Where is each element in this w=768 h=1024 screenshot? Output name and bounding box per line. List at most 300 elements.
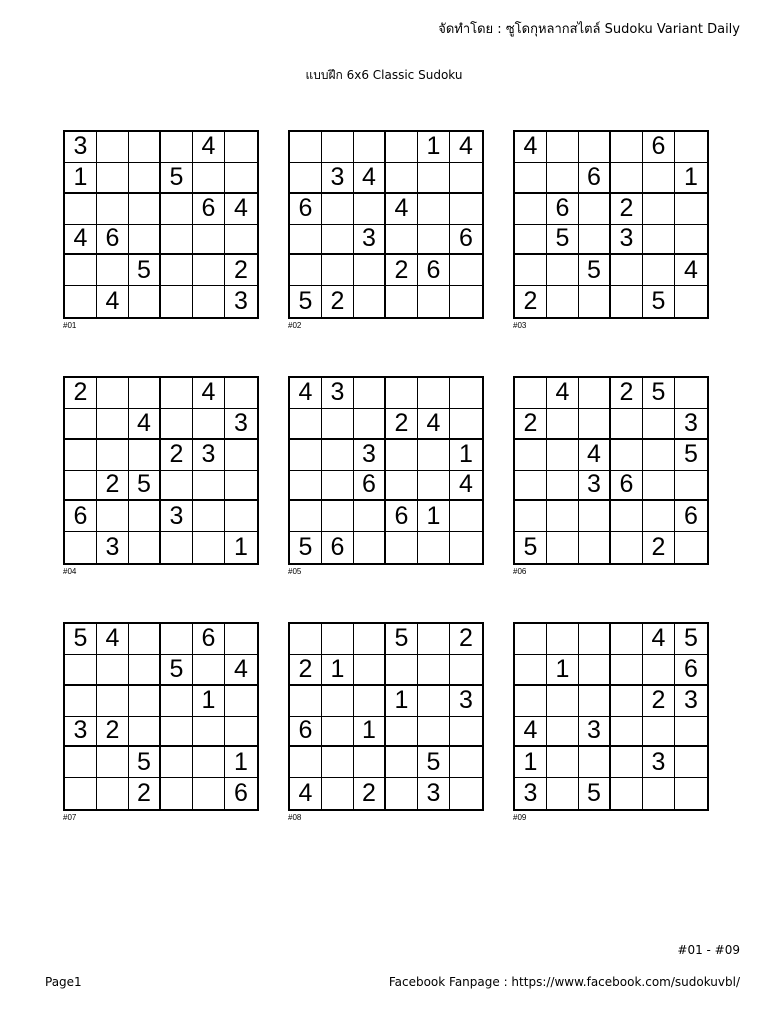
sudoku-cell[interactable] bbox=[322, 225, 354, 256]
sudoku-cell[interactable] bbox=[675, 532, 707, 563]
sudoku-cell[interactable]: 3 bbox=[354, 225, 386, 256]
sudoku-cell[interactable]: 4 bbox=[193, 378, 225, 409]
sudoku-cell[interactable] bbox=[65, 255, 97, 286]
sudoku-cell[interactable]: 5 bbox=[675, 624, 707, 655]
sudoku-cell[interactable]: 3 bbox=[322, 163, 354, 194]
sudoku-cell[interactable] bbox=[97, 194, 129, 225]
sudoku-cell[interactable] bbox=[193, 501, 225, 532]
sudoku-cell[interactable] bbox=[65, 194, 97, 225]
sudoku-cell[interactable] bbox=[97, 255, 129, 286]
sudoku-cell[interactable] bbox=[65, 747, 97, 778]
sudoku-cell[interactable] bbox=[290, 747, 322, 778]
sudoku-cell[interactable] bbox=[611, 717, 643, 748]
sudoku-cell[interactable] bbox=[450, 747, 482, 778]
sudoku-cell[interactable]: 4 bbox=[193, 132, 225, 163]
sudoku-cell[interactable] bbox=[129, 686, 161, 717]
sudoku-cell[interactable] bbox=[675, 225, 707, 256]
sudoku-cell[interactable]: 1 bbox=[234, 533, 248, 562]
sudoku-cell[interactable] bbox=[418, 440, 450, 471]
sudoku-cell[interactable]: 3 bbox=[515, 778, 547, 809]
sudoku-cell[interactable]: 1 bbox=[547, 655, 579, 686]
sudoku-cell[interactable] bbox=[547, 255, 579, 286]
sudoku-cell[interactable] bbox=[65, 286, 97, 317]
sudoku-cell[interactable] bbox=[611, 624, 643, 655]
sudoku-cell[interactable]: 2 bbox=[515, 286, 547, 317]
sudoku-cell[interactable] bbox=[97, 655, 129, 686]
sudoku-cell[interactable] bbox=[547, 778, 579, 809]
sudoku-cell[interactable]: 3 bbox=[65, 717, 97, 748]
sudoku-cell[interactable] bbox=[418, 163, 450, 194]
sudoku-cell[interactable]: 4 bbox=[515, 132, 547, 163]
sudoku-cell[interactable]: 3 bbox=[611, 225, 643, 256]
sudoku-cell[interactable] bbox=[515, 163, 547, 194]
sudoku-cell[interactable] bbox=[129, 532, 161, 563]
sudoku-cell[interactable] bbox=[97, 132, 129, 163]
sudoku-cell[interactable] bbox=[418, 225, 450, 256]
sudoku-cell[interactable] bbox=[129, 624, 161, 655]
sudoku-cell[interactable]: 4 bbox=[97, 624, 129, 655]
sudoku-cell[interactable]: 5 bbox=[161, 655, 193, 686]
sudoku-cell[interactable] bbox=[547, 501, 579, 532]
sudoku-cell[interactable] bbox=[450, 778, 482, 809]
sudoku-cell[interactable]: 4 bbox=[290, 778, 322, 809]
sudoku-cell[interactable] bbox=[193, 225, 225, 256]
sudoku-cell[interactable] bbox=[129, 163, 161, 194]
sudoku-cell[interactable] bbox=[418, 686, 450, 717]
sudoku-cell[interactable] bbox=[643, 501, 675, 532]
sudoku-cell[interactable] bbox=[354, 686, 386, 717]
sudoku-cell[interactable]: 5 bbox=[129, 747, 161, 778]
sudoku-cell[interactable] bbox=[354, 747, 386, 778]
sudoku-cell[interactable] bbox=[450, 532, 482, 563]
sudoku-cell[interactable]: 4 bbox=[65, 225, 97, 256]
sudoku-cell[interactable] bbox=[354, 132, 386, 163]
sudoku-cell[interactable] bbox=[225, 624, 257, 655]
sudoku-cell[interactable] bbox=[322, 409, 354, 440]
sudoku-cell[interactable]: 6 bbox=[290, 717, 322, 748]
sudoku-cell[interactable] bbox=[290, 686, 322, 717]
sudoku-cell[interactable] bbox=[161, 378, 193, 409]
sudoku-cell[interactable]: 6 bbox=[65, 501, 97, 532]
sudoku-cell[interactable]: 4 bbox=[450, 132, 482, 163]
sudoku-cell[interactable] bbox=[193, 471, 225, 502]
sudoku-cell[interactable]: 2 bbox=[65, 378, 97, 409]
sudoku-cell[interactable]: 3 bbox=[322, 378, 354, 409]
sudoku-cell[interactable]: 3 bbox=[193, 440, 225, 471]
sudoku-cell[interactable] bbox=[450, 501, 482, 532]
sudoku-cell[interactable] bbox=[386, 132, 418, 163]
sudoku-cell[interactable]: 5 bbox=[129, 471, 161, 502]
sudoku-cell[interactable]: 4 bbox=[386, 194, 418, 225]
sudoku-cell[interactable]: 4 bbox=[354, 163, 386, 194]
sudoku-cell[interactable] bbox=[193, 409, 225, 440]
sudoku-cell[interactable] bbox=[450, 163, 482, 194]
sudoku-cell[interactable]: 5 bbox=[547, 225, 579, 256]
sudoku-cell[interactable] bbox=[547, 717, 579, 748]
sudoku-cell[interactable] bbox=[418, 532, 450, 563]
sudoku-cell[interactable]: 2 bbox=[129, 778, 161, 809]
sudoku-cell[interactable] bbox=[643, 194, 675, 225]
sudoku-cell[interactable] bbox=[161, 778, 193, 809]
sudoku-cell[interactable] bbox=[129, 501, 161, 532]
sudoku-cell[interactable]: 3 bbox=[675, 686, 707, 717]
sudoku-cell[interactable] bbox=[65, 655, 97, 686]
sudoku-cell[interactable] bbox=[65, 471, 97, 502]
sudoku-cell[interactable]: 2 bbox=[225, 255, 257, 286]
sudoku-cell[interactable] bbox=[579, 624, 611, 655]
sudoku-cell[interactable]: 2 bbox=[322, 286, 354, 317]
sudoku-cell[interactable] bbox=[418, 471, 450, 502]
sudoku-cell[interactable] bbox=[225, 471, 257, 502]
sudoku-cell[interactable]: 1 bbox=[675, 163, 707, 194]
sudoku-cell[interactable] bbox=[450, 255, 482, 286]
sudoku-cell[interactable]: 3 bbox=[643, 747, 675, 778]
sudoku-cell[interactable] bbox=[65, 440, 97, 471]
sudoku-cell[interactable] bbox=[675, 471, 707, 502]
sudoku-cell[interactable] bbox=[579, 378, 611, 409]
sudoku-cell[interactable] bbox=[161, 132, 193, 163]
sudoku-cell[interactable] bbox=[225, 717, 257, 748]
sudoku-cell[interactable] bbox=[97, 378, 129, 409]
sudoku-cell[interactable] bbox=[611, 440, 643, 471]
sudoku-cell[interactable]: 3 bbox=[97, 532, 129, 563]
sudoku-cell[interactable]: 6 bbox=[418, 255, 450, 286]
sudoku-cell[interactable]: 6 bbox=[450, 225, 482, 256]
sudoku-cell[interactable] bbox=[354, 501, 386, 532]
sudoku-cell[interactable]: 2 bbox=[161, 440, 193, 471]
sudoku-cell[interactable]: 1 bbox=[450, 440, 482, 471]
sudoku-cell[interactable]: 5 bbox=[515, 532, 547, 563]
sudoku-cell[interactable]: 4 bbox=[675, 255, 707, 286]
sudoku-cell[interactable] bbox=[450, 286, 482, 317]
sudoku-cell[interactable]: 2 bbox=[611, 378, 643, 409]
sudoku-cell[interactable] bbox=[354, 409, 386, 440]
sudoku-cell[interactable] bbox=[65, 532, 97, 563]
sudoku-cell[interactable] bbox=[547, 747, 579, 778]
sudoku-cell[interactable]: 1 bbox=[386, 686, 418, 717]
sudoku-cell[interactable] bbox=[322, 194, 354, 225]
sudoku-cell[interactable] bbox=[193, 163, 225, 194]
sudoku-cell[interactable] bbox=[161, 225, 193, 256]
sudoku-cell[interactable] bbox=[225, 378, 257, 409]
sudoku-cell[interactable] bbox=[675, 286, 707, 317]
sudoku-cell[interactable] bbox=[322, 255, 354, 286]
sudoku-cell[interactable] bbox=[547, 409, 579, 440]
sudoku-cell[interactable] bbox=[193, 255, 225, 286]
sudoku-cell[interactable] bbox=[386, 717, 418, 748]
sudoku-cell[interactable]: 5 bbox=[418, 747, 450, 778]
sudoku-cell[interactable] bbox=[418, 286, 450, 317]
sudoku-cell[interactable] bbox=[547, 132, 579, 163]
sudoku-cell[interactable]: 4 bbox=[225, 194, 257, 225]
sudoku-cell[interactable]: 6 bbox=[354, 471, 386, 502]
sudoku-cell[interactable]: 3 bbox=[354, 440, 386, 471]
sudoku-cell[interactable]: 2 bbox=[450, 624, 482, 655]
sudoku-cell[interactable]: 5 bbox=[579, 255, 611, 286]
sudoku-cell[interactable]: 2 bbox=[611, 194, 643, 225]
sudoku-cell[interactable] bbox=[611, 532, 643, 563]
sudoku-cell[interactable] bbox=[547, 286, 579, 317]
sudoku-cell[interactable]: 6 bbox=[675, 655, 707, 686]
sudoku-cell[interactable]: 6 bbox=[675, 501, 707, 532]
sudoku-cell[interactable]: 4 bbox=[579, 440, 611, 471]
sudoku-cell[interactable]: 5 bbox=[161, 163, 193, 194]
sudoku-cell[interactable] bbox=[65, 778, 97, 809]
sudoku-cell[interactable]: 3 bbox=[579, 471, 611, 502]
sudoku-cell[interactable] bbox=[643, 255, 675, 286]
sudoku-cell[interactable] bbox=[322, 501, 354, 532]
sudoku-cell[interactable] bbox=[225, 440, 257, 471]
sudoku-cell[interactable] bbox=[611, 286, 643, 317]
sudoku-cell[interactable]: 6 bbox=[97, 225, 129, 256]
sudoku-cell[interactable] bbox=[322, 686, 354, 717]
sudoku-cell[interactable]: 3 bbox=[418, 778, 450, 809]
sudoku-cell[interactable] bbox=[225, 501, 257, 532]
sudoku-cell[interactable]: 5 bbox=[386, 624, 418, 655]
sudoku-cell[interactable] bbox=[290, 225, 322, 256]
sudoku-cell[interactable]: 5 bbox=[290, 532, 322, 563]
sudoku-cell[interactable] bbox=[611, 409, 643, 440]
sudoku-cell[interactable] bbox=[290, 624, 322, 655]
sudoku-cell[interactable] bbox=[579, 225, 611, 256]
sudoku-cell[interactable] bbox=[450, 409, 482, 440]
sudoku-cell[interactable] bbox=[161, 194, 193, 225]
sudoku-cell[interactable] bbox=[386, 440, 418, 471]
sudoku-cell[interactable] bbox=[547, 163, 579, 194]
sudoku-cell[interactable] bbox=[675, 132, 707, 163]
sudoku-cell[interactable]: 6 bbox=[322, 532, 354, 563]
sudoku-cell[interactable] bbox=[97, 409, 129, 440]
sudoku-cell[interactable] bbox=[643, 440, 675, 471]
sudoku-cell[interactable]: 4 bbox=[129, 409, 161, 440]
sudoku-cell[interactable] bbox=[225, 225, 257, 256]
sudoku-cell[interactable] bbox=[515, 655, 547, 686]
sudoku-cell[interactable]: 4 bbox=[418, 409, 450, 440]
sudoku-cell[interactable] bbox=[322, 132, 354, 163]
sudoku-cell[interactable] bbox=[450, 655, 482, 686]
sudoku-cell[interactable] bbox=[643, 471, 675, 502]
sudoku-cell[interactable] bbox=[418, 378, 450, 409]
sudoku-cell[interactable] bbox=[354, 624, 386, 655]
sudoku-cell[interactable] bbox=[129, 655, 161, 686]
sudoku-cell[interactable] bbox=[611, 655, 643, 686]
sudoku-cell[interactable]: 1 bbox=[65, 163, 97, 194]
sudoku-cell[interactable] bbox=[611, 132, 643, 163]
sudoku-cell[interactable] bbox=[290, 501, 322, 532]
sudoku-cell[interactable] bbox=[643, 409, 675, 440]
sudoku-cell[interactable] bbox=[579, 501, 611, 532]
sudoku-cell[interactable]: 5 bbox=[290, 286, 322, 317]
sudoku-cell[interactable] bbox=[129, 378, 161, 409]
sudoku-cell[interactable]: 6 bbox=[234, 779, 248, 808]
sudoku-cell[interactable] bbox=[322, 717, 354, 748]
sudoku-cell[interactable] bbox=[611, 778, 643, 809]
sudoku-cell[interactable] bbox=[161, 717, 193, 748]
sudoku-cell[interactable] bbox=[418, 717, 450, 748]
sudoku-cell[interactable] bbox=[354, 378, 386, 409]
sudoku-cell[interactable] bbox=[161, 747, 193, 778]
sudoku-cell[interactable]: 4 bbox=[290, 378, 322, 409]
sudoku-cell[interactable] bbox=[418, 194, 450, 225]
sudoku-cell[interactable]: 5 bbox=[579, 778, 611, 809]
sudoku-cell[interactable] bbox=[193, 532, 225, 563]
sudoku-cell[interactable] bbox=[643, 778, 675, 809]
sudoku-cell[interactable]: 3 bbox=[161, 501, 193, 532]
sudoku-cell[interactable] bbox=[354, 532, 386, 563]
sudoku-cell[interactable]: 5 bbox=[643, 378, 675, 409]
sudoku-cell[interactable] bbox=[290, 471, 322, 502]
sudoku-cell[interactable] bbox=[354, 286, 386, 317]
sudoku-cell[interactable]: 1 bbox=[354, 717, 386, 748]
sudoku-cell[interactable] bbox=[97, 686, 129, 717]
sudoku-cell[interactable]: 6 bbox=[643, 132, 675, 163]
sudoku-cell[interactable] bbox=[225, 163, 257, 194]
sudoku-cell[interactable] bbox=[129, 225, 161, 256]
sudoku-cell[interactable] bbox=[386, 532, 418, 563]
sudoku-cell[interactable]: 4 bbox=[515, 717, 547, 748]
sudoku-cell[interactable] bbox=[515, 225, 547, 256]
sudoku-cell[interactable] bbox=[579, 286, 611, 317]
sudoku-cell[interactable] bbox=[386, 163, 418, 194]
sudoku-cell[interactable] bbox=[97, 163, 129, 194]
sudoku-cell[interactable] bbox=[161, 532, 193, 563]
sudoku-cell[interactable] bbox=[515, 440, 547, 471]
sudoku-cell[interactable]: 5 bbox=[643, 286, 675, 317]
sudoku-cell[interactable] bbox=[97, 747, 129, 778]
sudoku-cell[interactable] bbox=[161, 471, 193, 502]
sudoku-cell[interactable] bbox=[675, 747, 707, 778]
sudoku-cell[interactable] bbox=[225, 132, 257, 163]
sudoku-cell[interactable] bbox=[129, 717, 161, 748]
sudoku-cell[interactable]: 1 bbox=[418, 501, 450, 532]
sudoku-cell[interactable]: 4 bbox=[225, 655, 257, 686]
sudoku-cell[interactable] bbox=[675, 778, 707, 809]
sudoku-cell[interactable] bbox=[322, 747, 354, 778]
sudoku-cell[interactable] bbox=[643, 717, 675, 748]
sudoku-cell[interactable]: 5 bbox=[675, 440, 707, 471]
sudoku-cell[interactable] bbox=[579, 409, 611, 440]
sudoku-cell[interactable] bbox=[290, 132, 322, 163]
sudoku-cell[interactable] bbox=[675, 378, 707, 409]
sudoku-cell[interactable] bbox=[579, 747, 611, 778]
sudoku-cell[interactable] bbox=[675, 717, 707, 748]
sudoku-cell[interactable]: 1 bbox=[322, 655, 354, 686]
sudoku-cell[interactable] bbox=[450, 717, 482, 748]
sudoku-cell[interactable] bbox=[193, 286, 225, 317]
sudoku-cell[interactable]: 2 bbox=[643, 686, 675, 717]
sudoku-cell[interactable]: 2 bbox=[97, 717, 129, 748]
sudoku-cell[interactable] bbox=[193, 747, 225, 778]
sudoku-cell[interactable] bbox=[193, 778, 225, 809]
sudoku-cell[interactable]: 3 bbox=[225, 409, 257, 440]
sudoku-cell[interactable] bbox=[161, 255, 193, 286]
sudoku-cell[interactable] bbox=[193, 655, 225, 686]
sudoku-cell[interactable]: 3 bbox=[450, 686, 482, 717]
sudoku-cell[interactable]: 4 bbox=[643, 624, 675, 655]
sudoku-cell[interactable] bbox=[515, 378, 547, 409]
sudoku-cell[interactable] bbox=[611, 686, 643, 717]
sudoku-cell[interactable]: 6 bbox=[579, 163, 611, 194]
sudoku-cell[interactable] bbox=[579, 532, 611, 563]
sudoku-cell[interactable] bbox=[129, 194, 161, 225]
sudoku-cell[interactable] bbox=[161, 409, 193, 440]
sudoku-cell[interactable] bbox=[450, 378, 482, 409]
sudoku-cell[interactable]: 2 bbox=[354, 778, 386, 809]
sudoku-cell[interactable]: 2 bbox=[97, 471, 129, 502]
sudoku-cell[interactable] bbox=[611, 163, 643, 194]
sudoku-cell[interactable]: 1 bbox=[418, 132, 450, 163]
sudoku-cell[interactable] bbox=[161, 686, 193, 717]
sudoku-cell[interactable] bbox=[354, 255, 386, 286]
sudoku-cell[interactable] bbox=[386, 225, 418, 256]
sudoku-cell[interactable] bbox=[547, 532, 579, 563]
sudoku-cell[interactable] bbox=[675, 194, 707, 225]
sudoku-cell[interactable] bbox=[579, 132, 611, 163]
sudoku-cell[interactable] bbox=[290, 163, 322, 194]
sudoku-cell[interactable]: 2 bbox=[386, 409, 418, 440]
sudoku-cell[interactable]: 5 bbox=[65, 624, 97, 655]
sudoku-cell[interactable] bbox=[97, 778, 129, 809]
sudoku-cell[interactable] bbox=[579, 194, 611, 225]
sudoku-cell[interactable] bbox=[129, 286, 161, 317]
sudoku-cell[interactable]: 2 bbox=[515, 409, 547, 440]
sudoku-cell[interactable] bbox=[547, 686, 579, 717]
sudoku-cell[interactable] bbox=[354, 655, 386, 686]
sudoku-cell[interactable] bbox=[547, 471, 579, 502]
sudoku-cell[interactable] bbox=[611, 747, 643, 778]
sudoku-cell[interactable] bbox=[386, 286, 418, 317]
sudoku-cell[interactable]: 1 bbox=[193, 686, 225, 717]
sudoku-cell[interactable]: 5 bbox=[129, 255, 161, 286]
sudoku-cell[interactable] bbox=[515, 501, 547, 532]
sudoku-cell[interactable] bbox=[515, 471, 547, 502]
sudoku-cell[interactable] bbox=[225, 686, 257, 717]
sudoku-cell[interactable]: 2 bbox=[643, 532, 675, 563]
sudoku-cell[interactable] bbox=[450, 194, 482, 225]
sudoku-cell[interactable] bbox=[547, 440, 579, 471]
sudoku-cell[interactable] bbox=[322, 440, 354, 471]
sudoku-cell[interactable] bbox=[643, 225, 675, 256]
sudoku-cell[interactable]: 3 bbox=[579, 717, 611, 748]
sudoku-cell[interactable] bbox=[65, 409, 97, 440]
sudoku-cell[interactable]: 2 bbox=[386, 255, 418, 286]
sudoku-cell[interactable]: 4 bbox=[450, 471, 482, 502]
sudoku-cell[interactable] bbox=[579, 686, 611, 717]
sudoku-cell[interactable] bbox=[515, 255, 547, 286]
sudoku-cell[interactable] bbox=[515, 624, 547, 655]
sudoku-cell[interactable]: 4 bbox=[97, 286, 129, 317]
sudoku-cell[interactable] bbox=[129, 132, 161, 163]
sudoku-cell[interactable] bbox=[547, 624, 579, 655]
sudoku-cell[interactable] bbox=[354, 194, 386, 225]
sudoku-cell[interactable]: 6 bbox=[386, 501, 418, 532]
sudoku-cell[interactable] bbox=[611, 255, 643, 286]
sudoku-cell[interactable] bbox=[161, 624, 193, 655]
sudoku-cell[interactable]: 6 bbox=[290, 194, 322, 225]
sudoku-cell[interactable]: 3 bbox=[234, 287, 248, 316]
sudoku-cell[interactable] bbox=[322, 778, 354, 809]
sudoku-cell[interactable]: 1 bbox=[515, 747, 547, 778]
sudoku-cell[interactable]: 3 bbox=[65, 132, 97, 163]
sudoku-cell[interactable] bbox=[322, 471, 354, 502]
sudoku-cell[interactable] bbox=[65, 686, 97, 717]
sudoku-cell[interactable] bbox=[97, 440, 129, 471]
sudoku-cell[interactable] bbox=[418, 624, 450, 655]
sudoku-cell[interactable]: 3 bbox=[675, 409, 707, 440]
sudoku-cell[interactable]: 4 bbox=[547, 378, 579, 409]
sudoku-cell[interactable] bbox=[290, 409, 322, 440]
sudoku-cell[interactable] bbox=[611, 501, 643, 532]
